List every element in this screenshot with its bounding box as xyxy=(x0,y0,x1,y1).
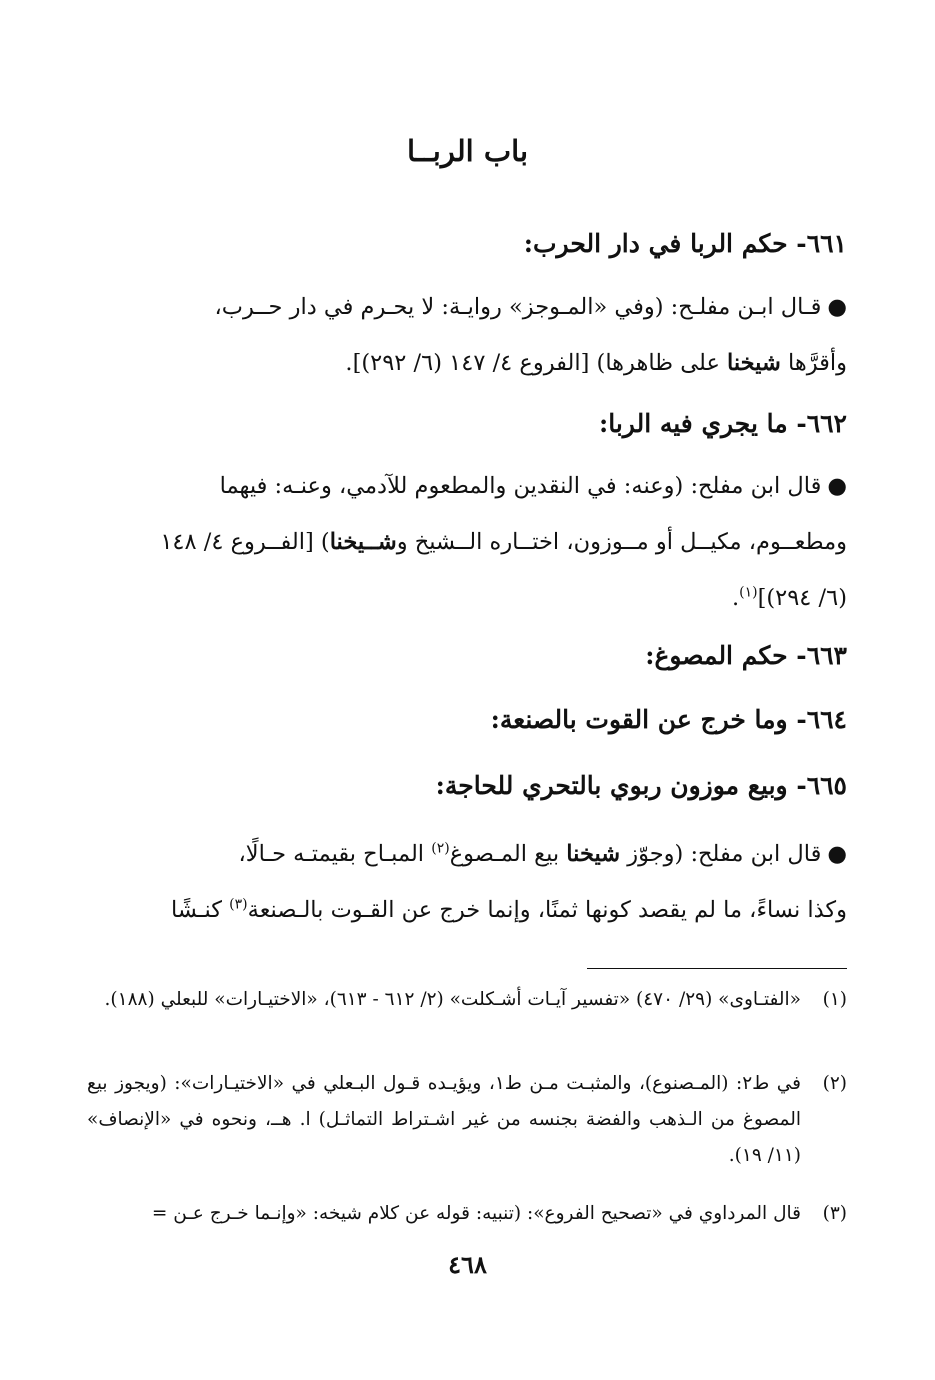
footnote-separator xyxy=(587,968,847,969)
footnote-number: (٣) xyxy=(822,1203,847,1224)
paragraph-text: وأقرَّها xyxy=(780,350,847,376)
paragraph-662 xyxy=(87,458,847,626)
paragraph-text: قال ابن مفلح: (وعنه: في النقدين والمطعوم للآدمي، وعنـه: فيهما xyxy=(219,473,822,499)
bold-term: شيخنا xyxy=(727,350,781,376)
paragraph-661 xyxy=(87,279,847,391)
footnote-2 xyxy=(87,1066,847,1174)
paragraph-text: ) [الفــروع ٤/ ١٤٨ xyxy=(160,529,330,555)
footnote-text: قال المرداوي في «تصحيح الفروع»: (تنبيه: قوله عن كلام شيخه: «وإنـما خـرج عـن = xyxy=(151,1203,801,1224)
bold-term: شيخنا xyxy=(566,841,621,867)
footnote-ref: (٢) xyxy=(431,840,450,857)
bullet-icon: ● xyxy=(827,294,847,320)
footnote-ref: (١) xyxy=(739,584,758,601)
section-heading-663: ٦٦٣- حكم المصوغ: xyxy=(645,641,847,670)
footnote-number: (١) xyxy=(822,989,847,1010)
bullet-icon: ● xyxy=(827,841,847,867)
footnote-number: (٢) xyxy=(822,1073,847,1094)
paragraph-text: قال ابن مفلح: (وجوّز xyxy=(620,841,822,867)
paragraph-text: . xyxy=(731,585,740,611)
section-heading-662: ٦٦٢- ما يجري فيه الربا: xyxy=(598,409,847,438)
bold-term: شــيخنا xyxy=(329,529,397,555)
paragraph-text: بيع المـصوغ xyxy=(449,841,567,867)
section-heading-661: ٦٦١- حكم الربا في دار الحرب: xyxy=(523,229,847,258)
bullet-icon: ● xyxy=(827,473,847,499)
page-title: باب الربــا xyxy=(406,134,529,168)
page-number: ٤٦٨ xyxy=(448,1250,487,1279)
paragraph-text: ومطعــوم، مكيــل أو مــوزون، اختــاره الــشيخ و xyxy=(396,529,847,555)
footnote-3 xyxy=(87,1196,847,1232)
footnote-1 xyxy=(87,982,847,1018)
paragraph-text: كنـشًا xyxy=(170,897,230,923)
paragraph-text: قـال ابـن مفلـح: (وفي «المـوجز» روايـة: لا يحـرم في دار حــرب، xyxy=(214,294,822,320)
paragraph-text: (٦/ ٢٩٤)] xyxy=(757,585,847,611)
footnote-ref: (٣) xyxy=(229,896,248,913)
section-heading-665: ٦٦٥- وبيع موزون ربوي بالتحري للحاجة: xyxy=(435,771,847,800)
paragraph-text: على ظاهرها) [الفروع ٤/ ١٤٧ (٦/ ٢٩٢)]. xyxy=(345,350,728,376)
footnote-text: في ط٢: (المـصنوع)، والمثبـت مـن ط١، ويؤيـده قـول البـعلي في «الاختيـارات»: (ويجوز بيع المصوغ من الـذهب والفضة بجنسه من غير اشـتراط التماثـل) ا. هــ، ونحوه في «الإنصاف» (١١/ ١٩). xyxy=(87,1073,801,1166)
paragraph-text: المبـاح بقيمتـه حـالًا، xyxy=(238,841,432,867)
paragraph-text: وكذا نساءً، ما لم يقصد كونها ثمنًا، وإنما خرج عن القـوت بالـصنعة xyxy=(247,897,847,923)
section-heading-664: ٦٦٤- وما خرج عن القوت بالصنعة: xyxy=(490,705,847,734)
paragraph-665 xyxy=(87,826,847,938)
footnote-text: «الفتـاوى» (٢٩/ ٤٧٠) «تفسير آيـات أشـكلت» (٢/ ٦١٢ - ٦١٣)، «الاختيـارات» للبعلي (١٨٨). xyxy=(104,989,801,1010)
